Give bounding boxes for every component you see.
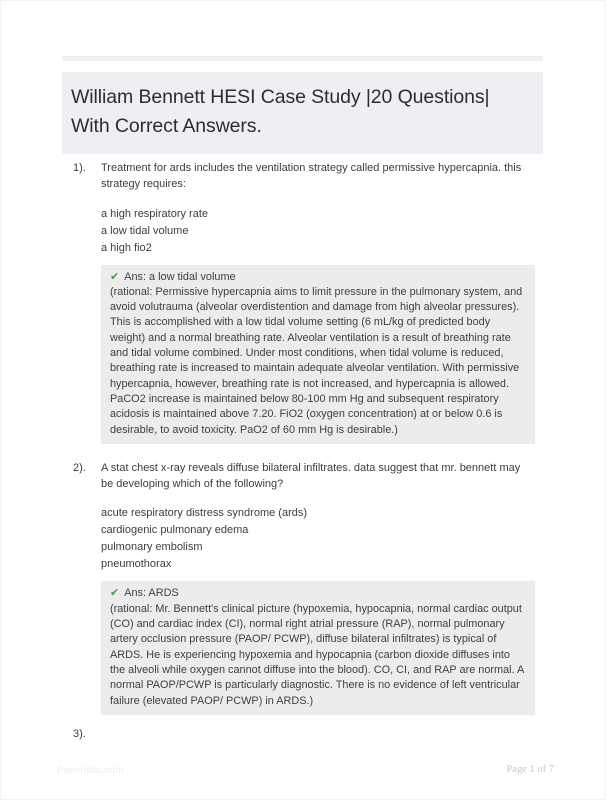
question-body: [101, 461, 535, 715]
option: a high respiratory rate: [101, 207, 208, 220]
watermark-text: Paperstoc.com: [57, 765, 124, 776]
rationale-text: (rational: Mr. Bennett's clinical picture (hypoxemia, hypocapnia, normal cardiac output (CO) and cardiac index (CI), normal right atrial pressure (RAP), normal pulmonary artery occlusion pressure (PAOP/ PCWP), diffuse bilateral infiltrates) is typical of ARDS. He is experiencing hypoxemia and hypocapnia (carbon dioxide diffuses into the alveoli while oxygen cannot diffuse into the blood). CO, CI, and RAP are normal. A normal PAOP/PCWP is particularly diagnostic. There is no evidence of left ventricular failure (elevated PAOP/ PCWP) in ARDS.): [110, 602, 524, 707]
rationale-text: (rational: Permissive hypercapnia aims to limit pressure in the pulmonary system, and avoid volutrauma (alveolar overdistention and damage from high alveolar pressures). This is accomplished with a low tidal volume setting (6 mL/kg of predicted body weight) and a normal breathing rate. Alveolar ventilation is a result of breathing rate and tidal volume combined. Under most conditions, when tidal volume is reduced, breathing rate is increased to maintain adequate alveolar ventilation. With permissive hypercapnia, however, breathing rate is not increased, and hypercapnia is allowed. PaCO2 increase is maintained below 80-100 mm Hg and subsequent respiratory acidosis is maintained above 7.20. FiO2 (oxygen concentration) at or below 0.6 is desirable, to avoid toxicity. PaO2 of 60 mm Hg is desirable.): [110, 285, 523, 436]
question-text: A stat chest x-ray reveals diffuse bilateral infiltrates. data suggest that mr. bennett may be developing which of the following?: [101, 461, 521, 490]
check-icon: ✔: [110, 270, 120, 283]
option: pneumothorax: [101, 558, 172, 571]
answer-box: [101, 581, 535, 714]
answer-line: [110, 270, 525, 285]
question-number: 3).: [73, 727, 86, 740]
previous-block-sliver: [62, 56, 543, 61]
question-2: [73, 461, 535, 715]
option: a low tidal volume: [101, 224, 189, 237]
document-body: [73, 161, 535, 743]
option: a high fio2: [101, 241, 152, 254]
question-3: [73, 727, 535, 743]
answer-text: Ans: ARDS: [124, 587, 179, 600]
answer-line: [110, 586, 525, 601]
answer-text: Ans: a low tidal volume: [124, 270, 236, 283]
answer-options: [101, 505, 535, 573]
answer-box: [101, 265, 535, 444]
page-title: William Bennett HESI Case Study |20 Questions| With Correct Answers.: [71, 86, 490, 137]
page-number-label: Page 1 of 7: [506, 764, 554, 775]
option: acute respiratory distress syndrome (ards): [101, 507, 308, 520]
option: pulmonary embolism: [101, 541, 203, 554]
question-number: 1).: [73, 162, 86, 174]
document-title-block: [62, 72, 543, 154]
option: cardiogenic pulmonary edema: [101, 524, 249, 537]
question-1: [73, 161, 535, 444]
question-number: 2).: [73, 461, 86, 474]
question-body: [101, 161, 535, 444]
question-body: [101, 727, 535, 743]
answer-options: [101, 206, 535, 257]
question-text: Treatment for ards includes the ventilation strategy called permissive hypercapnia. this strategy requires:: [101, 162, 522, 190]
check-icon: ✔: [110, 587, 120, 600]
